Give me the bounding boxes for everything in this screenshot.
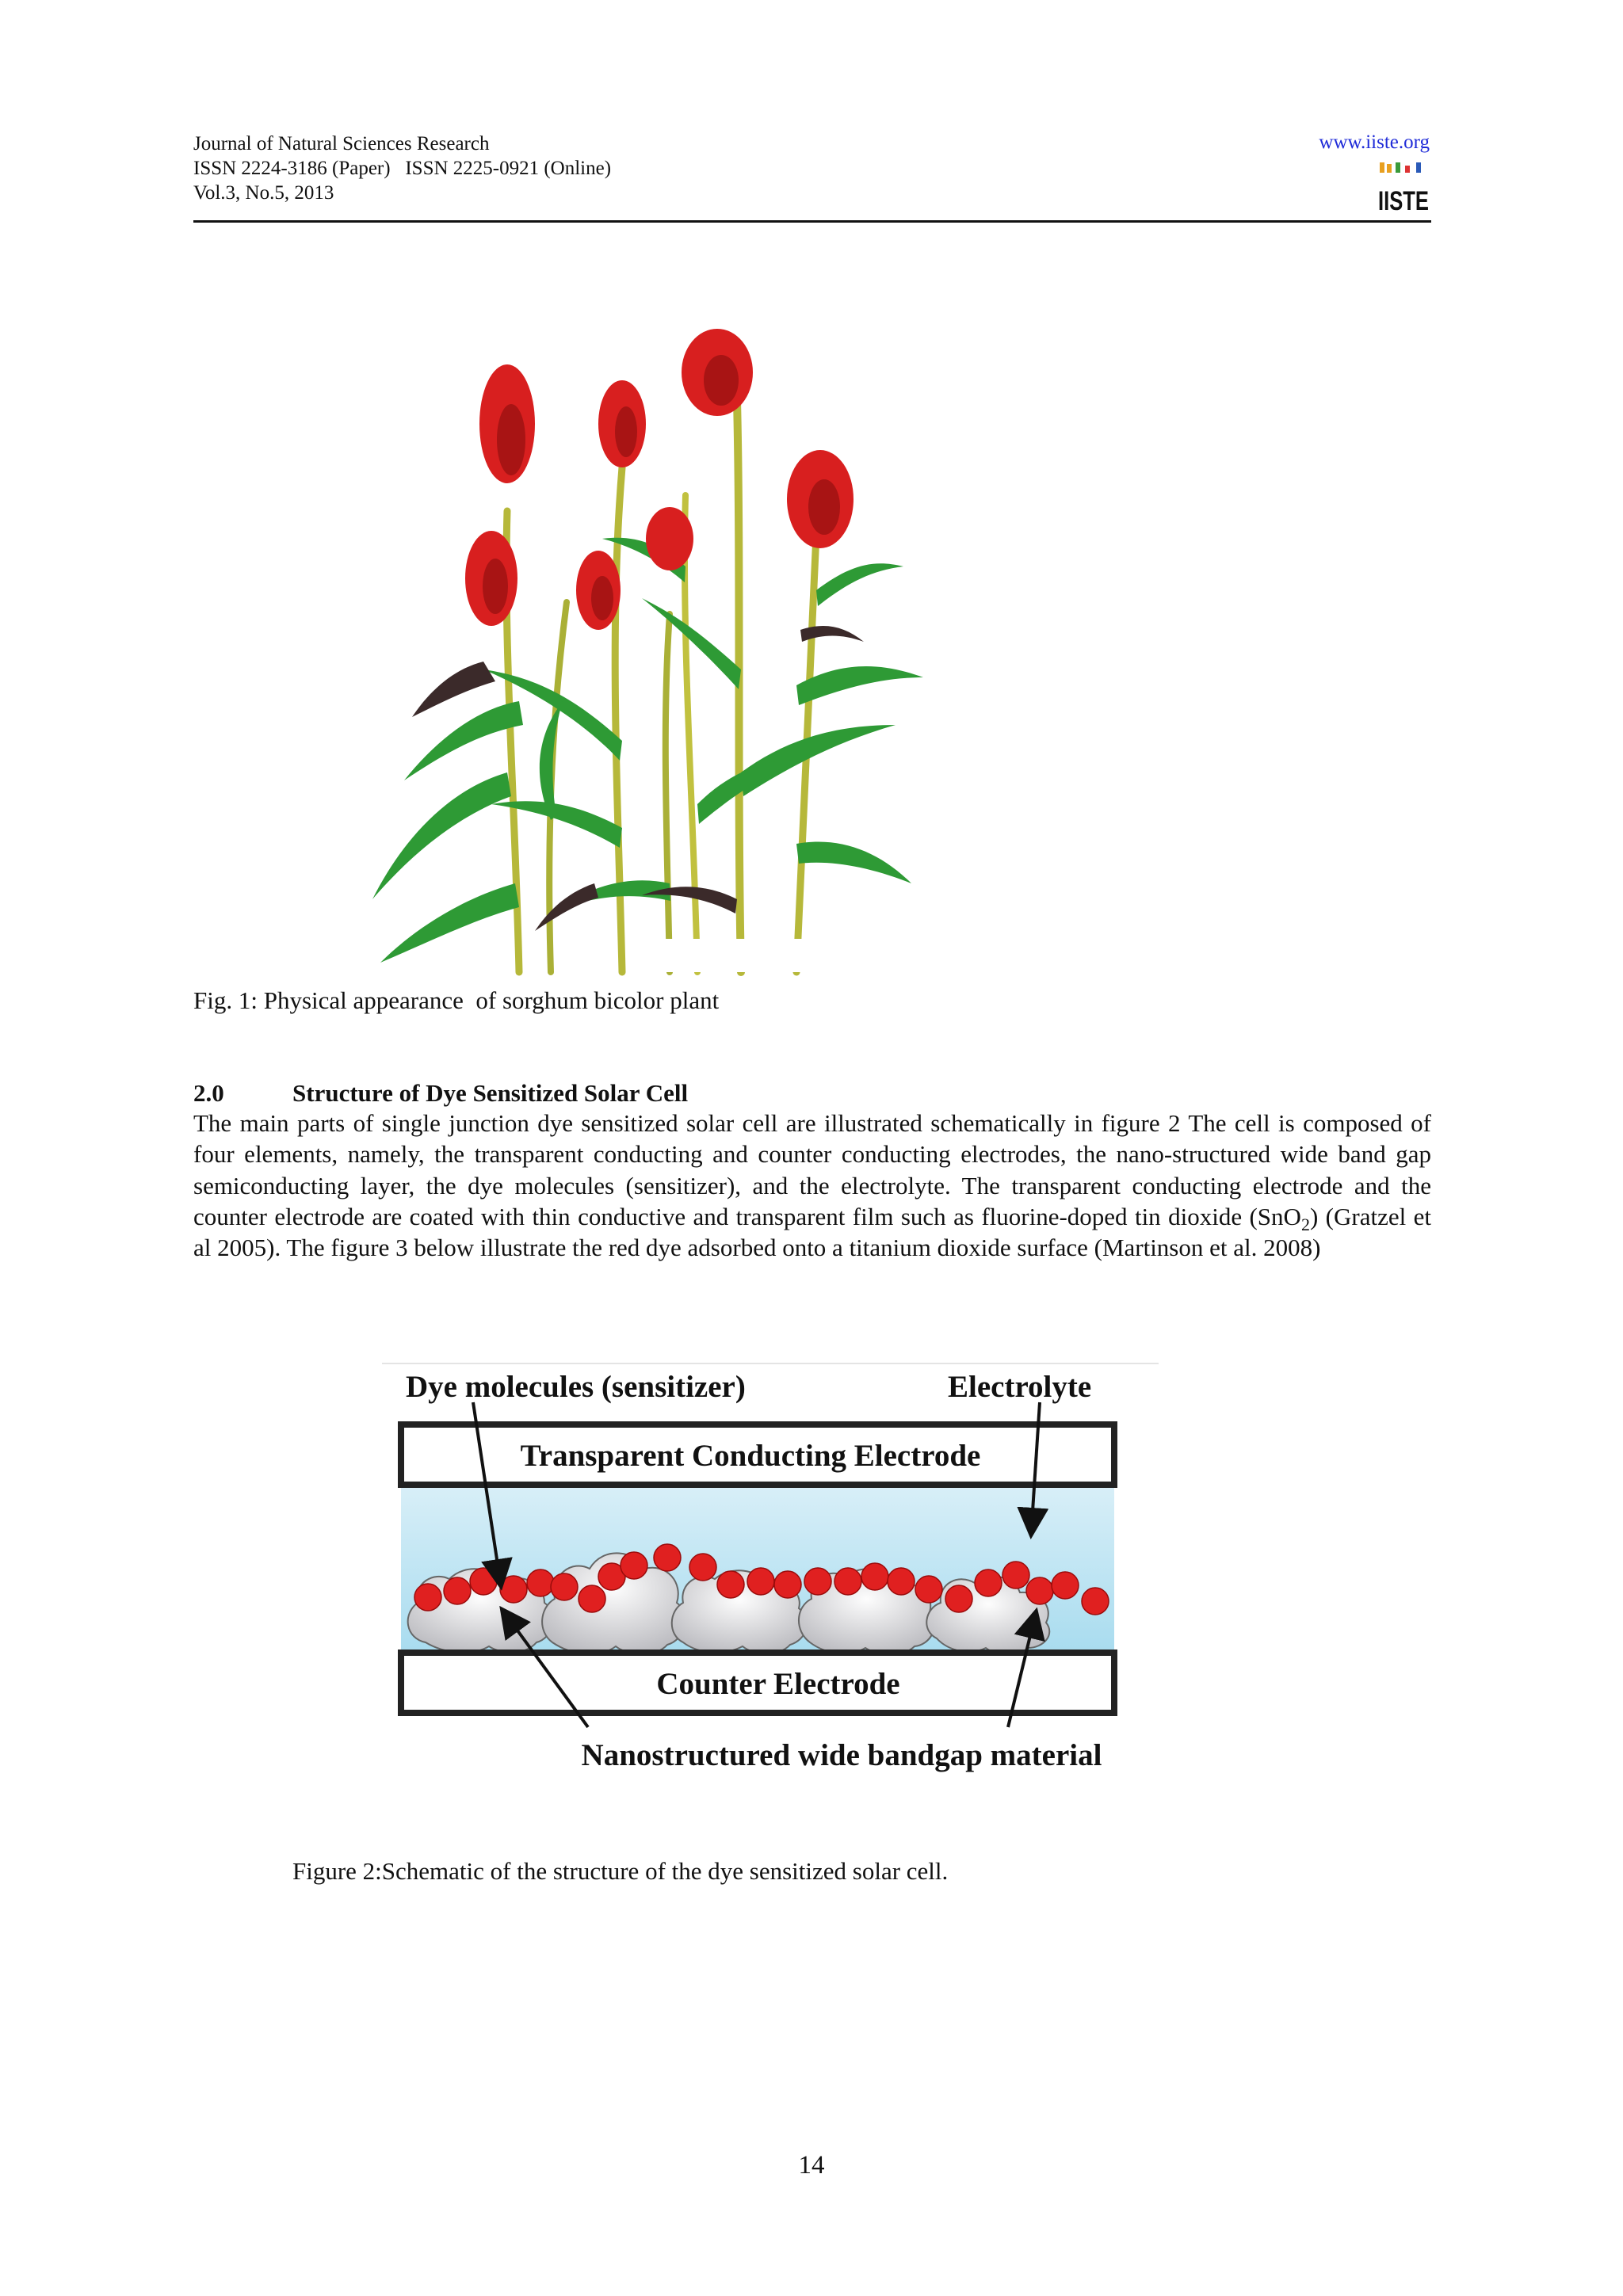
paragraph-text-a: The main parts of single junction dye sensitized solar cell are illustrated schematically in figure 2 The cell is composed of four elements, namely, the transparent conducting and counter conducting electrodes, the nano-structured wide band gap semiconducting layer, the dye molecules (sensitizer), and the electrolyte. The transparent conducting electrode and the counter electrode are coated with thin conductive and transparent film such as fluorine-doped tin dioxide (SnO xyxy=(193,1109,1431,1230)
journal-title: Journal of Natural Sciences Research xyxy=(193,133,490,154)
section-title: Structure of Dye Sensitized Solar Cell xyxy=(292,1079,689,1107)
section-number: 2.0 xyxy=(193,1079,224,1107)
label-dye-molecules: Dye molecules (sensitizer) xyxy=(406,1370,746,1404)
section-paragraph xyxy=(193,1108,1431,1263)
figure1-caption: Fig. 1: Physical appearance of sorghum bicolor plant xyxy=(193,986,720,1014)
figure2-caption: Figure 2:Schematic of the structure of the dye sensitized solar cell. xyxy=(292,1857,949,1885)
label-electrolyte: Electrolyte xyxy=(948,1370,1092,1404)
journal-header xyxy=(193,132,611,205)
dssc-schematic xyxy=(382,1361,1159,1836)
iiste-logo xyxy=(1377,161,1430,216)
journal-issn: ISSN 2224-3186 (Paper) ISSN 2225-0921 (Online) xyxy=(193,158,612,179)
header-rule xyxy=(193,220,1431,223)
journal-volume: Vol.3, No.5, 2013 xyxy=(193,182,334,204)
paragraph-text-b: ) (Gratzel et al 2005). The figure 3 below illustrate the red dye adsorbed onto a titanium dioxide surface (Martinson et al. 2008) xyxy=(193,1202,1431,1262)
paragraph-subscript: 2 xyxy=(1300,1215,1310,1235)
label-nanostructured-material: Nanostructured wide bandgap material xyxy=(581,1738,1102,1772)
sorghum-plant-image xyxy=(357,329,927,972)
journal-url-link[interactable]: www.iiste.org xyxy=(1319,132,1430,153)
label-transparent-electrode: Transparent Conducting Electrode xyxy=(520,1439,981,1473)
label-counter-electrode: Counter Electrode xyxy=(656,1667,900,1701)
page-number: 14 xyxy=(798,2151,825,2180)
section-heading xyxy=(193,1079,688,1108)
svg-text:IISTE: IISTE xyxy=(1378,186,1429,216)
